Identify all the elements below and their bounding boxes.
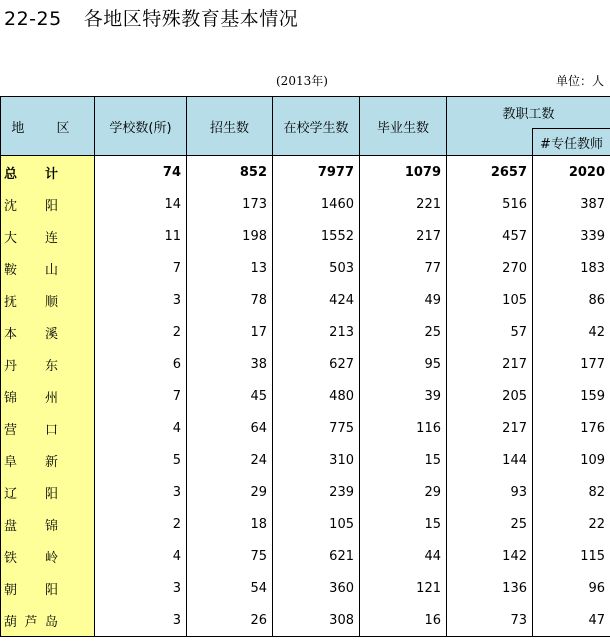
table-row bbox=[1, 220, 610, 252]
region-cell bbox=[1, 412, 95, 444]
cell-staff: 105 bbox=[447, 284, 533, 316]
cell-in-school: 1552 bbox=[273, 220, 360, 252]
region-char: 州 bbox=[44, 390, 58, 406]
cell-schools: 2 bbox=[95, 316, 187, 348]
cell-staff: 205 bbox=[447, 380, 533, 412]
region-char: 本 bbox=[4, 326, 18, 342]
cell-schools: 5 bbox=[95, 444, 187, 476]
table-row bbox=[1, 572, 610, 604]
cell-in-school: 1460 bbox=[273, 188, 360, 220]
table-row bbox=[1, 252, 610, 284]
cell-teachers: 47 bbox=[533, 604, 610, 637]
header-teachers: #专任教师 bbox=[533, 129, 610, 156]
cell-teachers: 42 bbox=[533, 316, 610, 348]
table-row bbox=[1, 380, 610, 412]
cell-in-school: 627 bbox=[273, 348, 360, 380]
cell-teachers: 183 bbox=[533, 252, 610, 284]
cell-staff: 142 bbox=[447, 540, 533, 572]
table-row bbox=[1, 316, 610, 348]
region-cell bbox=[1, 316, 95, 348]
region-name bbox=[4, 355, 58, 374]
cell-schools: 74 bbox=[95, 156, 187, 189]
region-char: 顺 bbox=[44, 294, 58, 310]
cell-staff: 457 bbox=[447, 220, 533, 252]
region-name bbox=[4, 483, 58, 502]
region-char: 连 bbox=[44, 230, 58, 246]
unit-label: 单位：人 bbox=[555, 74, 604, 88]
region-char: 总 bbox=[4, 166, 18, 182]
cell-graduates: 49 bbox=[360, 284, 447, 316]
cell-schools: 11 bbox=[95, 220, 187, 252]
cell-in-school: 213 bbox=[273, 316, 360, 348]
cell-teachers: 159 bbox=[533, 380, 610, 412]
region-cell bbox=[1, 284, 95, 316]
table-row bbox=[1, 444, 610, 476]
cell-in-school: 775 bbox=[273, 412, 360, 444]
region-char: 大 bbox=[4, 230, 18, 246]
table-row bbox=[1, 604, 610, 637]
cell-teachers: 96 bbox=[533, 572, 610, 604]
region-char: 岛 bbox=[44, 614, 58, 630]
region-char: 计 bbox=[44, 166, 58, 182]
table-row bbox=[1, 348, 610, 380]
region-cell bbox=[1, 220, 95, 252]
region-cell bbox=[1, 380, 95, 412]
region-name bbox=[4, 163, 58, 182]
region-name bbox=[4, 291, 58, 310]
region-char: 抚 bbox=[4, 294, 18, 310]
cell-enrolled: 852 bbox=[187, 156, 273, 189]
region-char: 阳 bbox=[44, 486, 58, 502]
cell-enrolled: 24 bbox=[187, 444, 273, 476]
cell-teachers: 115 bbox=[533, 540, 610, 572]
cell-enrolled: 26 bbox=[187, 604, 273, 637]
region-cell bbox=[1, 252, 95, 284]
region-char: 溪 bbox=[44, 326, 58, 342]
cell-schools: 3 bbox=[95, 284, 187, 316]
cell-graduates: 39 bbox=[360, 380, 447, 412]
cell-schools: 4 bbox=[95, 540, 187, 572]
cell-staff: 217 bbox=[447, 412, 533, 444]
cell-graduates: 1079 bbox=[360, 156, 447, 189]
region-char: 芦 bbox=[24, 614, 38, 630]
cell-in-school: 360 bbox=[273, 572, 360, 604]
cell-teachers: 176 bbox=[533, 412, 610, 444]
cell-teachers: 2020 bbox=[533, 156, 610, 189]
table-row bbox=[1, 540, 610, 572]
region-name bbox=[4, 323, 58, 342]
cell-graduates: 25 bbox=[360, 316, 447, 348]
region-cell bbox=[1, 444, 95, 476]
cell-teachers: 177 bbox=[533, 348, 610, 380]
region-name bbox=[4, 451, 58, 470]
header-staff-spacer bbox=[447, 129, 533, 156]
cell-teachers: 82 bbox=[533, 476, 610, 508]
cell-graduates: 15 bbox=[360, 444, 447, 476]
region-cell bbox=[1, 476, 95, 508]
region-cell bbox=[1, 572, 95, 604]
cell-staff: 217 bbox=[447, 348, 533, 380]
cell-teachers: 86 bbox=[533, 284, 610, 316]
cell-enrolled: 75 bbox=[187, 540, 273, 572]
region-char: 锦 bbox=[44, 518, 58, 534]
cell-staff: 25 bbox=[447, 508, 533, 540]
cell-schools: 6 bbox=[95, 348, 187, 380]
cell-enrolled: 54 bbox=[187, 572, 273, 604]
cell-in-school: 105 bbox=[273, 508, 360, 540]
region-name bbox=[4, 611, 58, 630]
cell-teachers: 387 bbox=[533, 188, 610, 220]
region-char: 阜 bbox=[4, 454, 18, 470]
cell-staff: 270 bbox=[447, 252, 533, 284]
region-char: 营 bbox=[4, 422, 18, 438]
header-enrolled: 招生数 bbox=[187, 97, 273, 156]
region-char: 铁 bbox=[4, 550, 18, 566]
region-name bbox=[4, 195, 58, 214]
header-in-school: 在校学生数 bbox=[273, 97, 360, 156]
cell-graduates: 121 bbox=[360, 572, 447, 604]
year-label: (2013年) bbox=[276, 74, 328, 88]
region-char: 东 bbox=[44, 358, 58, 374]
region-char: 阳 bbox=[44, 582, 58, 598]
cell-in-school: 239 bbox=[273, 476, 360, 508]
cell-schools: 14 bbox=[95, 188, 187, 220]
cell-graduates: 16 bbox=[360, 604, 447, 637]
cell-schools: 3 bbox=[95, 604, 187, 637]
table-title: 各地区特殊教育基本情况 bbox=[83, 8, 299, 30]
cell-schools: 4 bbox=[95, 412, 187, 444]
cell-graduates: 116 bbox=[360, 412, 447, 444]
region-name bbox=[4, 579, 58, 598]
cell-staff: 93 bbox=[447, 476, 533, 508]
cell-enrolled: 17 bbox=[187, 316, 273, 348]
region-name bbox=[4, 259, 58, 278]
cell-schools: 3 bbox=[95, 476, 187, 508]
region-char: 丹 bbox=[4, 358, 18, 374]
cell-enrolled: 29 bbox=[187, 476, 273, 508]
region-cell bbox=[1, 508, 95, 540]
region-name bbox=[4, 387, 58, 406]
region-name bbox=[4, 515, 58, 534]
cell-enrolled: 64 bbox=[187, 412, 273, 444]
table-row bbox=[1, 508, 610, 540]
cell-in-school: 503 bbox=[273, 252, 360, 284]
cell-in-school: 424 bbox=[273, 284, 360, 316]
region-char: 新 bbox=[44, 454, 58, 470]
cell-graduates: 44 bbox=[360, 540, 447, 572]
cell-enrolled: 38 bbox=[187, 348, 273, 380]
cell-enrolled: 198 bbox=[187, 220, 273, 252]
cell-graduates: 77 bbox=[360, 252, 447, 284]
region-name bbox=[4, 419, 58, 438]
cell-enrolled: 173 bbox=[187, 188, 273, 220]
cell-schools: 7 bbox=[95, 252, 187, 284]
cell-enrolled: 78 bbox=[187, 284, 273, 316]
cell-in-school: 7977 bbox=[273, 156, 360, 189]
region-char: 锦 bbox=[4, 390, 18, 406]
cell-teachers: 22 bbox=[533, 508, 610, 540]
cell-staff: 2657 bbox=[447, 156, 533, 189]
cell-enrolled: 45 bbox=[187, 380, 273, 412]
table-row bbox=[1, 188, 610, 220]
cell-teachers: 109 bbox=[533, 444, 610, 476]
cell-graduates: 15 bbox=[360, 508, 447, 540]
region-cell bbox=[1, 188, 95, 220]
table-row-total bbox=[1, 156, 610, 189]
region-cell bbox=[1, 348, 95, 380]
data-table bbox=[0, 96, 610, 637]
header-schools: 学校数(所) bbox=[95, 97, 187, 156]
region-char: 沈 bbox=[4, 198, 18, 214]
cell-graduates: 221 bbox=[360, 188, 447, 220]
region-cell bbox=[1, 156, 95, 189]
cell-in-school: 621 bbox=[273, 540, 360, 572]
region-cell bbox=[1, 604, 95, 637]
cell-in-school: 308 bbox=[273, 604, 360, 637]
region-char: 辽 bbox=[4, 486, 18, 502]
table-row bbox=[1, 476, 610, 508]
cell-staff: 73 bbox=[447, 604, 533, 637]
cell-graduates: 217 bbox=[360, 220, 447, 252]
region-char: 阳 bbox=[44, 198, 58, 214]
table-body bbox=[1, 156, 610, 637]
region-cell bbox=[1, 540, 95, 572]
cell-graduates: 95 bbox=[360, 348, 447, 380]
region-char: 山 bbox=[44, 262, 58, 278]
region-char: 鞍 bbox=[4, 262, 18, 278]
table-row bbox=[1, 412, 610, 444]
page-title bbox=[4, 4, 298, 31]
region-char: 口 bbox=[44, 422, 58, 438]
cell-graduates: 29 bbox=[360, 476, 447, 508]
region-name bbox=[4, 547, 58, 566]
cell-in-school: 310 bbox=[273, 444, 360, 476]
cell-teachers: 339 bbox=[533, 220, 610, 252]
cell-staff: 136 bbox=[447, 572, 533, 604]
header-staff: 教职工数 bbox=[447, 97, 610, 129]
cell-staff: 516 bbox=[447, 188, 533, 220]
table-code: 22-25 bbox=[4, 8, 62, 30]
header-region: 地 区 bbox=[1, 97, 95, 156]
table-row bbox=[1, 284, 610, 316]
cell-staff: 57 bbox=[447, 316, 533, 348]
region-char: 岭 bbox=[44, 550, 58, 566]
region-char: 葫 bbox=[4, 614, 18, 630]
cell-schools: 7 bbox=[95, 380, 187, 412]
region-name bbox=[4, 227, 58, 246]
cell-in-school: 480 bbox=[273, 380, 360, 412]
header-graduates: 毕业生数 bbox=[360, 97, 447, 156]
region-char: 朝 bbox=[4, 582, 18, 598]
region-char: 盘 bbox=[4, 518, 18, 534]
cell-schools: 3 bbox=[95, 572, 187, 604]
cell-staff: 144 bbox=[447, 444, 533, 476]
cell-enrolled: 13 bbox=[187, 252, 273, 284]
cell-enrolled: 18 bbox=[187, 508, 273, 540]
cell-schools: 2 bbox=[95, 508, 187, 540]
